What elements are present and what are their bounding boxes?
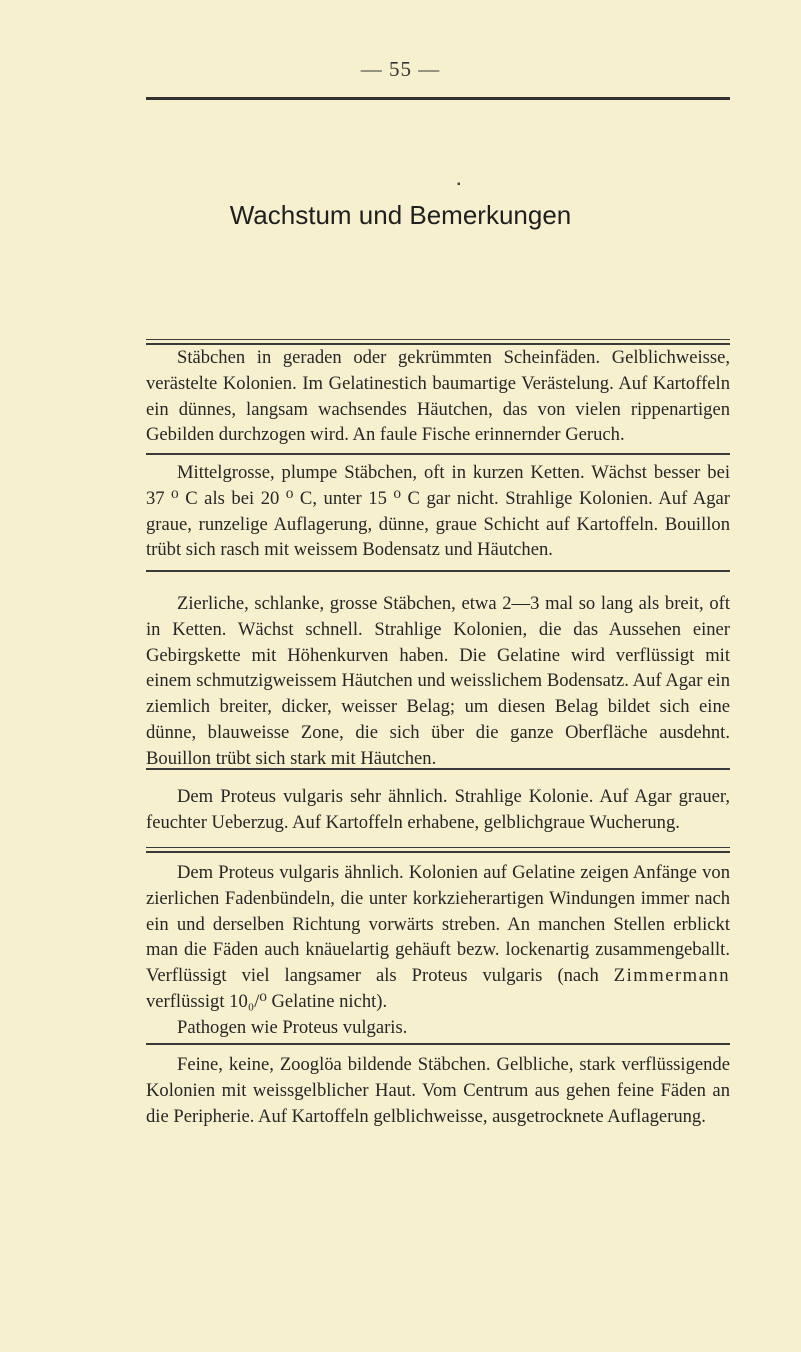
entry-3: Zierliche, schlanke, grosse Stäbchen, etwa 2—3 mal so lang als breit, oft in Ketten. Wächst schnell. Strahlige Kolonien, die das Aussehen einer Gebirgskette mit Höhenkurven haben. Die Gelatine wird verflüssigt mit einem schmutzigweissem Häutchen und weisslichem Bodensatz. Auf Agar ein ziemlich breiter, dicker, weisser Belag; um diesen Belag bildet sich eine dünne, blauweisse Zone, die sich über die ganze Oberfläche ausdehnt. Bouillon trübt sich stark mit Häutchen. [146, 593, 730, 769]
entry-4: Dem Proteus vulgaris sehr ähnlich. Strahlige Kolonie. Auf Agar grauer, feuchter Ueberzug. Auf Kartoffeln erhabene, gelblichgraue Wucherung. [146, 786, 730, 833]
entry-divider-2 [146, 570, 730, 572]
print-speck: ▪ [457, 179, 461, 190]
entry-divider-3 [146, 768, 730, 770]
entry-5-text-after: verflüssigt 10₀/⁰ Gelatine nicht). [146, 990, 388, 1012]
entry-2: Mittelgrosse, plumpe Stäbchen, oft in kurzen Ketten. Wächst besser bei 37 ⁰ C als bei 20 ⁰ C, unter 15 ⁰ C gar nicht. Strahlige Kolonien. Auf Agar graue, runzelige Auflagerung, dünne, graue Schicht auf Kartoffeln. Bouillon trübt sich rasch mit weissem Bodensatz und Häutchen. [146, 462, 730, 561]
entry-divider-5 [146, 1043, 730, 1045]
entry-divider-4 [146, 847, 730, 848]
entry-5-text-before: Dem Proteus vulgaris ähnlich. Kolonien auf Gelatine zeigen Anfänge von zierlichen Fadenbündeln, die unter korkzieherartigen Windungen immer nach ein und derselben Richtung vorwärts streben. An manchen Stellen erblickt man die Fäden auch knäuelartig gehäuft bezw. lockenartig zusammengeballt. Verflüssigt viel langsamer als Proteus vulgaris (nach [146, 862, 730, 987]
entry-1: Stäbchen in geraden oder gekrümmten Scheinfäden. Gelblichweisse, verästelte Kolonien. Im Gelatinestich baumartige Verästelung. Auf Kartoffeln ein dünnes, langsam wachsendes Häutchen, das von vielen rippenartigen Gebilden durchzogen wird. An faule Fische erinnernder Geruch. [146, 347, 730, 446]
entry-5-second-line: Pathogen wie Proteus vulgaris. [177, 1016, 408, 1038]
page-number: — 55 — [360, 57, 441, 81]
heading-divider [146, 339, 730, 340]
column-heading: Wachstum und Bemerkungen [229, 200, 572, 230]
entry-divider-1 [146, 453, 730, 455]
entry-5 [146, 860, 730, 1041]
header-rule [146, 97, 730, 100]
entry-6: Feine, keine, Zooglöa bildende Stäbchen. Gelbliche, stark verflüssigende Kolonien mit weissgelblicher Haut. Vom Centrum aus gehen feine Fäden an die Peripherie. Auf Kartoffeln gelblichweisse, ausgetrocknete Auflagerung. [146, 1054, 730, 1127]
entry-5-author: Zimmermann [613, 965, 730, 987]
